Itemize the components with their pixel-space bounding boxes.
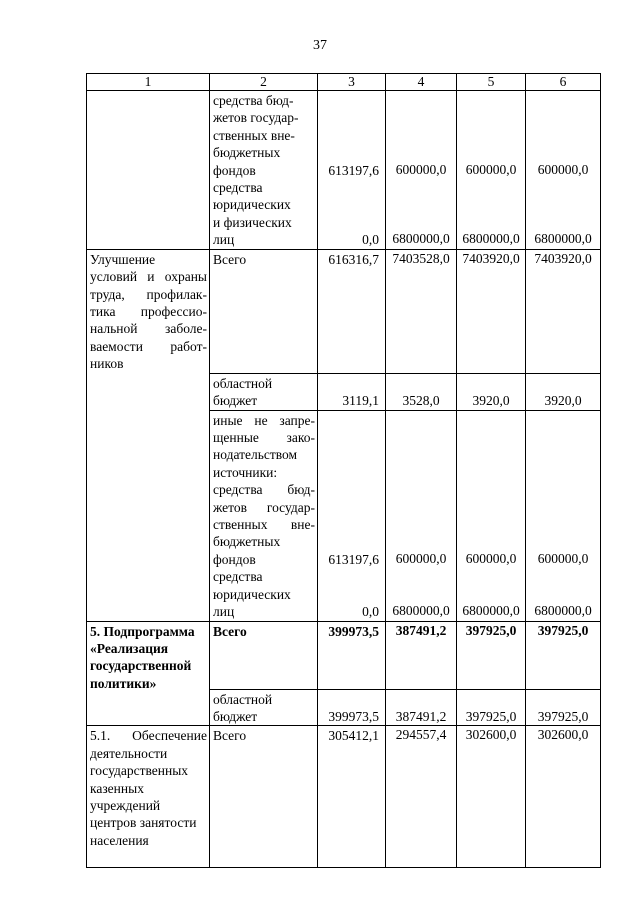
value-top: 600000,0 [395, 162, 447, 177]
text-line: фондов [213, 162, 256, 178]
value-cell: 399973,5 [318, 689, 386, 726]
text-line: политики» [90, 675, 157, 691]
value-cell [457, 91, 526, 250]
text-line: 5.1. Обеспечение [90, 728, 207, 744]
text-line: бюджет [213, 708, 258, 724]
value-bottom: 6800000,0 [392, 231, 450, 247]
value-cell: 397925,0 [457, 621, 526, 689]
table-row [87, 621, 601, 689]
text-line: щенные зако- [213, 430, 315, 446]
text-line: областной [213, 691, 273, 707]
value-top: 613197,6 [328, 163, 379, 178]
row-label-cell [87, 91, 210, 250]
text-line: и физических [213, 214, 292, 230]
value-cell [386, 410, 457, 621]
header-cell: 6 [526, 74, 601, 91]
value-cell [457, 410, 526, 621]
text-line: нальной заболе- [90, 321, 207, 337]
value-cell: 7403528,0 [386, 249, 457, 373]
value-cell: 302600,0 [457, 726, 526, 868]
source-cell [210, 410, 318, 621]
text-line: «Реализация [90, 640, 169, 656]
table-row [87, 91, 601, 250]
source-cell: Всего [210, 249, 318, 373]
text-line: ственных вне- [213, 127, 295, 143]
text-line: жетов государ- [213, 110, 299, 126]
text-line: фондов [213, 551, 256, 567]
value-cell: 305412,1 [318, 726, 386, 868]
value-cell [526, 91, 601, 250]
page-number: 37 [313, 38, 327, 53]
value-cell: 7403920,0 [526, 249, 601, 373]
value-cell: 397925,0 [526, 621, 601, 689]
value-cell: 3920,0 [526, 373, 601, 410]
source-cell [210, 373, 318, 410]
value-cell: 3528,0 [386, 373, 457, 410]
text-line: населения [90, 832, 149, 848]
value-bottom: 0,0 [362, 232, 379, 248]
text-line: труда, профилак- [90, 286, 207, 302]
text-line: государственных [90, 763, 189, 779]
text-line: условий и охраны [90, 269, 207, 285]
value-bottom: 6800000,0 [392, 603, 450, 619]
text-line: средства бюд- [213, 93, 294, 108]
value-cell: 387491,2 [386, 689, 457, 726]
text-line: деятельности [90, 745, 168, 761]
value-bottom: 6800000,0 [534, 603, 592, 619]
value-top: 613197,6 [328, 551, 379, 567]
row-label-cell [87, 726, 210, 868]
value-bottom: 6800000,0 [534, 231, 592, 247]
text-line: средства бюд- [213, 482, 315, 498]
text-line: бюджетных [213, 145, 281, 161]
value-cell [386, 91, 457, 250]
value-cell [318, 91, 386, 250]
text-line: 5. Подпрограмма [90, 623, 195, 639]
header-cell: 2 [210, 74, 318, 91]
value-bottom: 0,0 [362, 604, 379, 620]
text-line: центров занятости [90, 815, 197, 831]
value-cell: 399973,5 [318, 621, 386, 689]
row-label-cell [87, 621, 210, 726]
text-line: лиц [213, 232, 235, 248]
source-cell: Всего [210, 621, 318, 689]
text-line: иные не запре- [213, 412, 315, 428]
text-line: тика профессио- [90, 304, 207, 320]
text-line: бюджетных [213, 534, 281, 550]
source-cell [210, 689, 318, 726]
header-cell: 4 [386, 74, 457, 91]
source-cell [210, 91, 318, 250]
value-cell: 397925,0 [457, 689, 526, 726]
header-cell: 5 [457, 74, 526, 91]
text-line: бюджет [213, 393, 258, 409]
text-line: казенных [90, 780, 144, 796]
row-label-cell [87, 249, 210, 621]
value-cell: 3920,0 [457, 373, 526, 410]
value-bottom: 6800000,0 [462, 231, 520, 247]
text-line: ников [90, 356, 124, 372]
header-cell: 1 [87, 74, 210, 91]
value-cell: 294557,4 [386, 726, 457, 868]
value-cell: 387491,2 [386, 621, 457, 689]
value-cell: 3119,1 [318, 373, 386, 410]
text-line: юридических [213, 197, 291, 213]
value-cell: 7403920,0 [457, 249, 526, 373]
source-cell: Всего [210, 726, 318, 868]
value-top: 600000,0 [537, 550, 589, 566]
value-cell: 616316,7 [318, 249, 386, 373]
table-row [87, 249, 601, 373]
header-cell: 3 [318, 74, 386, 91]
text-line: государственной [90, 658, 192, 674]
text-line: ваемости работ- [90, 338, 207, 354]
value-cell [526, 410, 601, 621]
text-line: областной [213, 375, 273, 391]
value-top: 600000,0 [465, 162, 517, 177]
text-line: юридических [213, 586, 291, 602]
table-header-row [87, 74, 601, 91]
text-line: источники: [213, 464, 278, 480]
text-line: учреждений [90, 797, 161, 813]
value-top: 600000,0 [395, 550, 447, 566]
text-line: Улучшение [90, 251, 156, 267]
value-cell: 397925,0 [526, 689, 601, 726]
text-line: средства [213, 569, 263, 585]
table-row [87, 726, 601, 868]
value-cell [318, 410, 386, 621]
text-line: жетов государ- [213, 499, 315, 515]
text-line: средства [213, 180, 263, 196]
value-top: 600000,0 [537, 162, 589, 177]
text-line: лиц [213, 604, 235, 620]
text-line: ственных вне- [213, 517, 315, 533]
text-line: нодательством [213, 447, 298, 463]
value-bottom: 6800000,0 [462, 603, 520, 619]
value-top: 600000,0 [465, 550, 517, 566]
budget-table [86, 73, 601, 868]
value-cell: 302600,0 [526, 726, 601, 868]
